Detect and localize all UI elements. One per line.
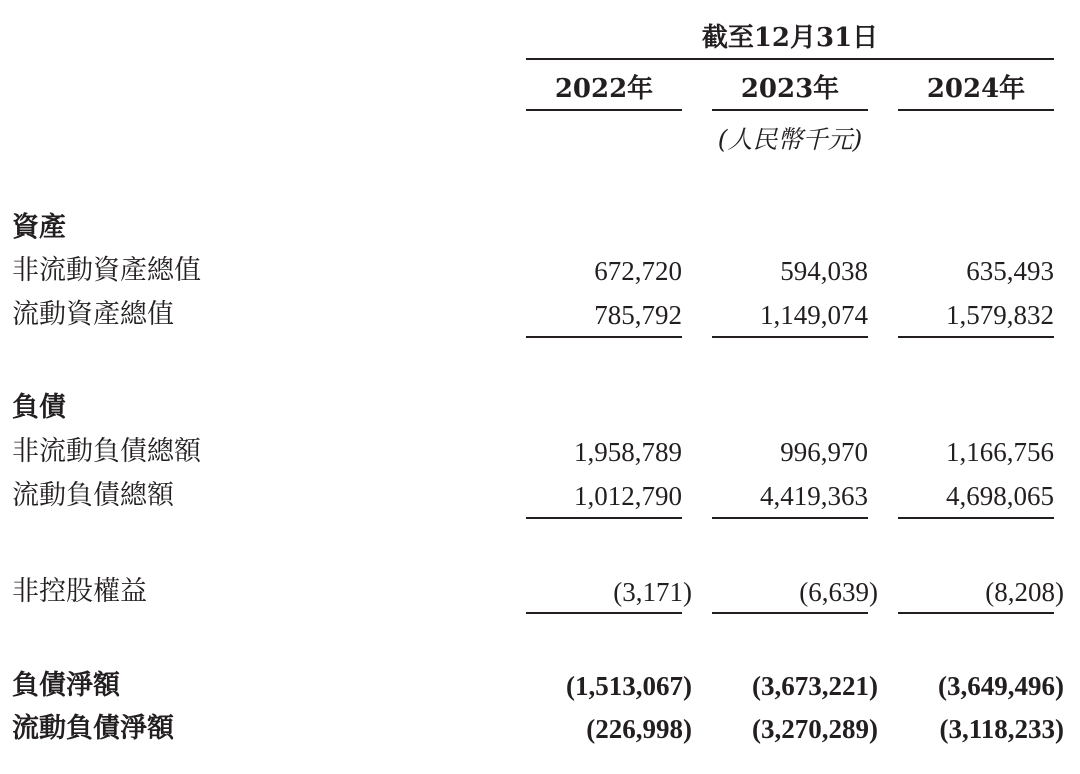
row-label-non-current-liabilities: 非流動負債總額 — [12, 436, 201, 467]
value-cell: 996,970 — [780, 437, 868, 467]
period-heading: 截至12月31日 — [701, 23, 879, 53]
value-cell: 1,166,756 — [946, 437, 1054, 467]
subtotal-rule — [712, 517, 868, 519]
total-value-cell: (3,649,496) — [938, 671, 1064, 701]
row-label-non-controlling-interests: 非控股權益 — [12, 576, 147, 607]
column-header-rule — [526, 109, 682, 111]
total-value-cell: (226,998) — [586, 714, 692, 744]
total-value-cell: (3,270,289) — [752, 714, 878, 744]
row-label-net-liabilities: 負債淨額 — [12, 670, 120, 701]
row-label-current-liabilities: 流動負債總額 — [12, 480, 174, 511]
value-cell: 1,012,790 — [574, 481, 682, 511]
value-cell: 672,720 — [594, 256, 682, 286]
value-cell: 635,493 — [966, 256, 1054, 286]
value-cell: 1,958,789 — [574, 437, 682, 467]
subtotal-rule — [526, 612, 682, 614]
period-heading-rule — [526, 58, 1054, 60]
value-cell: (6,639) — [799, 577, 878, 607]
total-value-cell: (3,118,233) — [939, 714, 1064, 744]
total-value-cell: (3,673,221) — [752, 671, 878, 701]
value-cell: (3,171) — [613, 577, 692, 607]
column-header-rule — [898, 109, 1054, 111]
currency-unit-note: (人民幣千元) — [717, 125, 863, 154]
value-cell: 4,419,363 — [760, 481, 868, 511]
column-header-2022: 2022年 — [554, 74, 654, 104]
section-title-liabilities: 負債 — [12, 392, 66, 423]
column-header-2023: 2023年 — [740, 74, 840, 104]
row-label-net-current-liabilities: 流動負債淨額 — [12, 713, 174, 744]
value-cell: 594,038 — [780, 256, 868, 286]
column-header-2024: 2024年 — [926, 74, 1026, 104]
subtotal-rule — [526, 517, 682, 519]
subtotal-rule — [898, 517, 1054, 519]
section-title-assets: 資產 — [12, 212, 66, 243]
column-header-rule — [712, 109, 868, 111]
subtotal-rule — [898, 612, 1054, 614]
row-label-current-assets: 流動資產總值 — [12, 299, 174, 330]
value-cell: 1,149,074 — [760, 300, 868, 330]
value-cell: 785,792 — [594, 300, 682, 330]
subtotal-rule — [898, 336, 1054, 338]
value-cell: 4,698,065 — [946, 481, 1054, 511]
row-label-non-current-assets: 非流動資產總值 — [12, 255, 201, 286]
subtotal-rule — [712, 612, 868, 614]
value-cell: (8,208) — [985, 577, 1064, 607]
subtotal-rule — [526, 336, 682, 338]
total-value-cell: (1,513,067) — [566, 671, 692, 701]
value-cell: 1,579,832 — [946, 300, 1054, 330]
subtotal-rule — [712, 336, 868, 338]
